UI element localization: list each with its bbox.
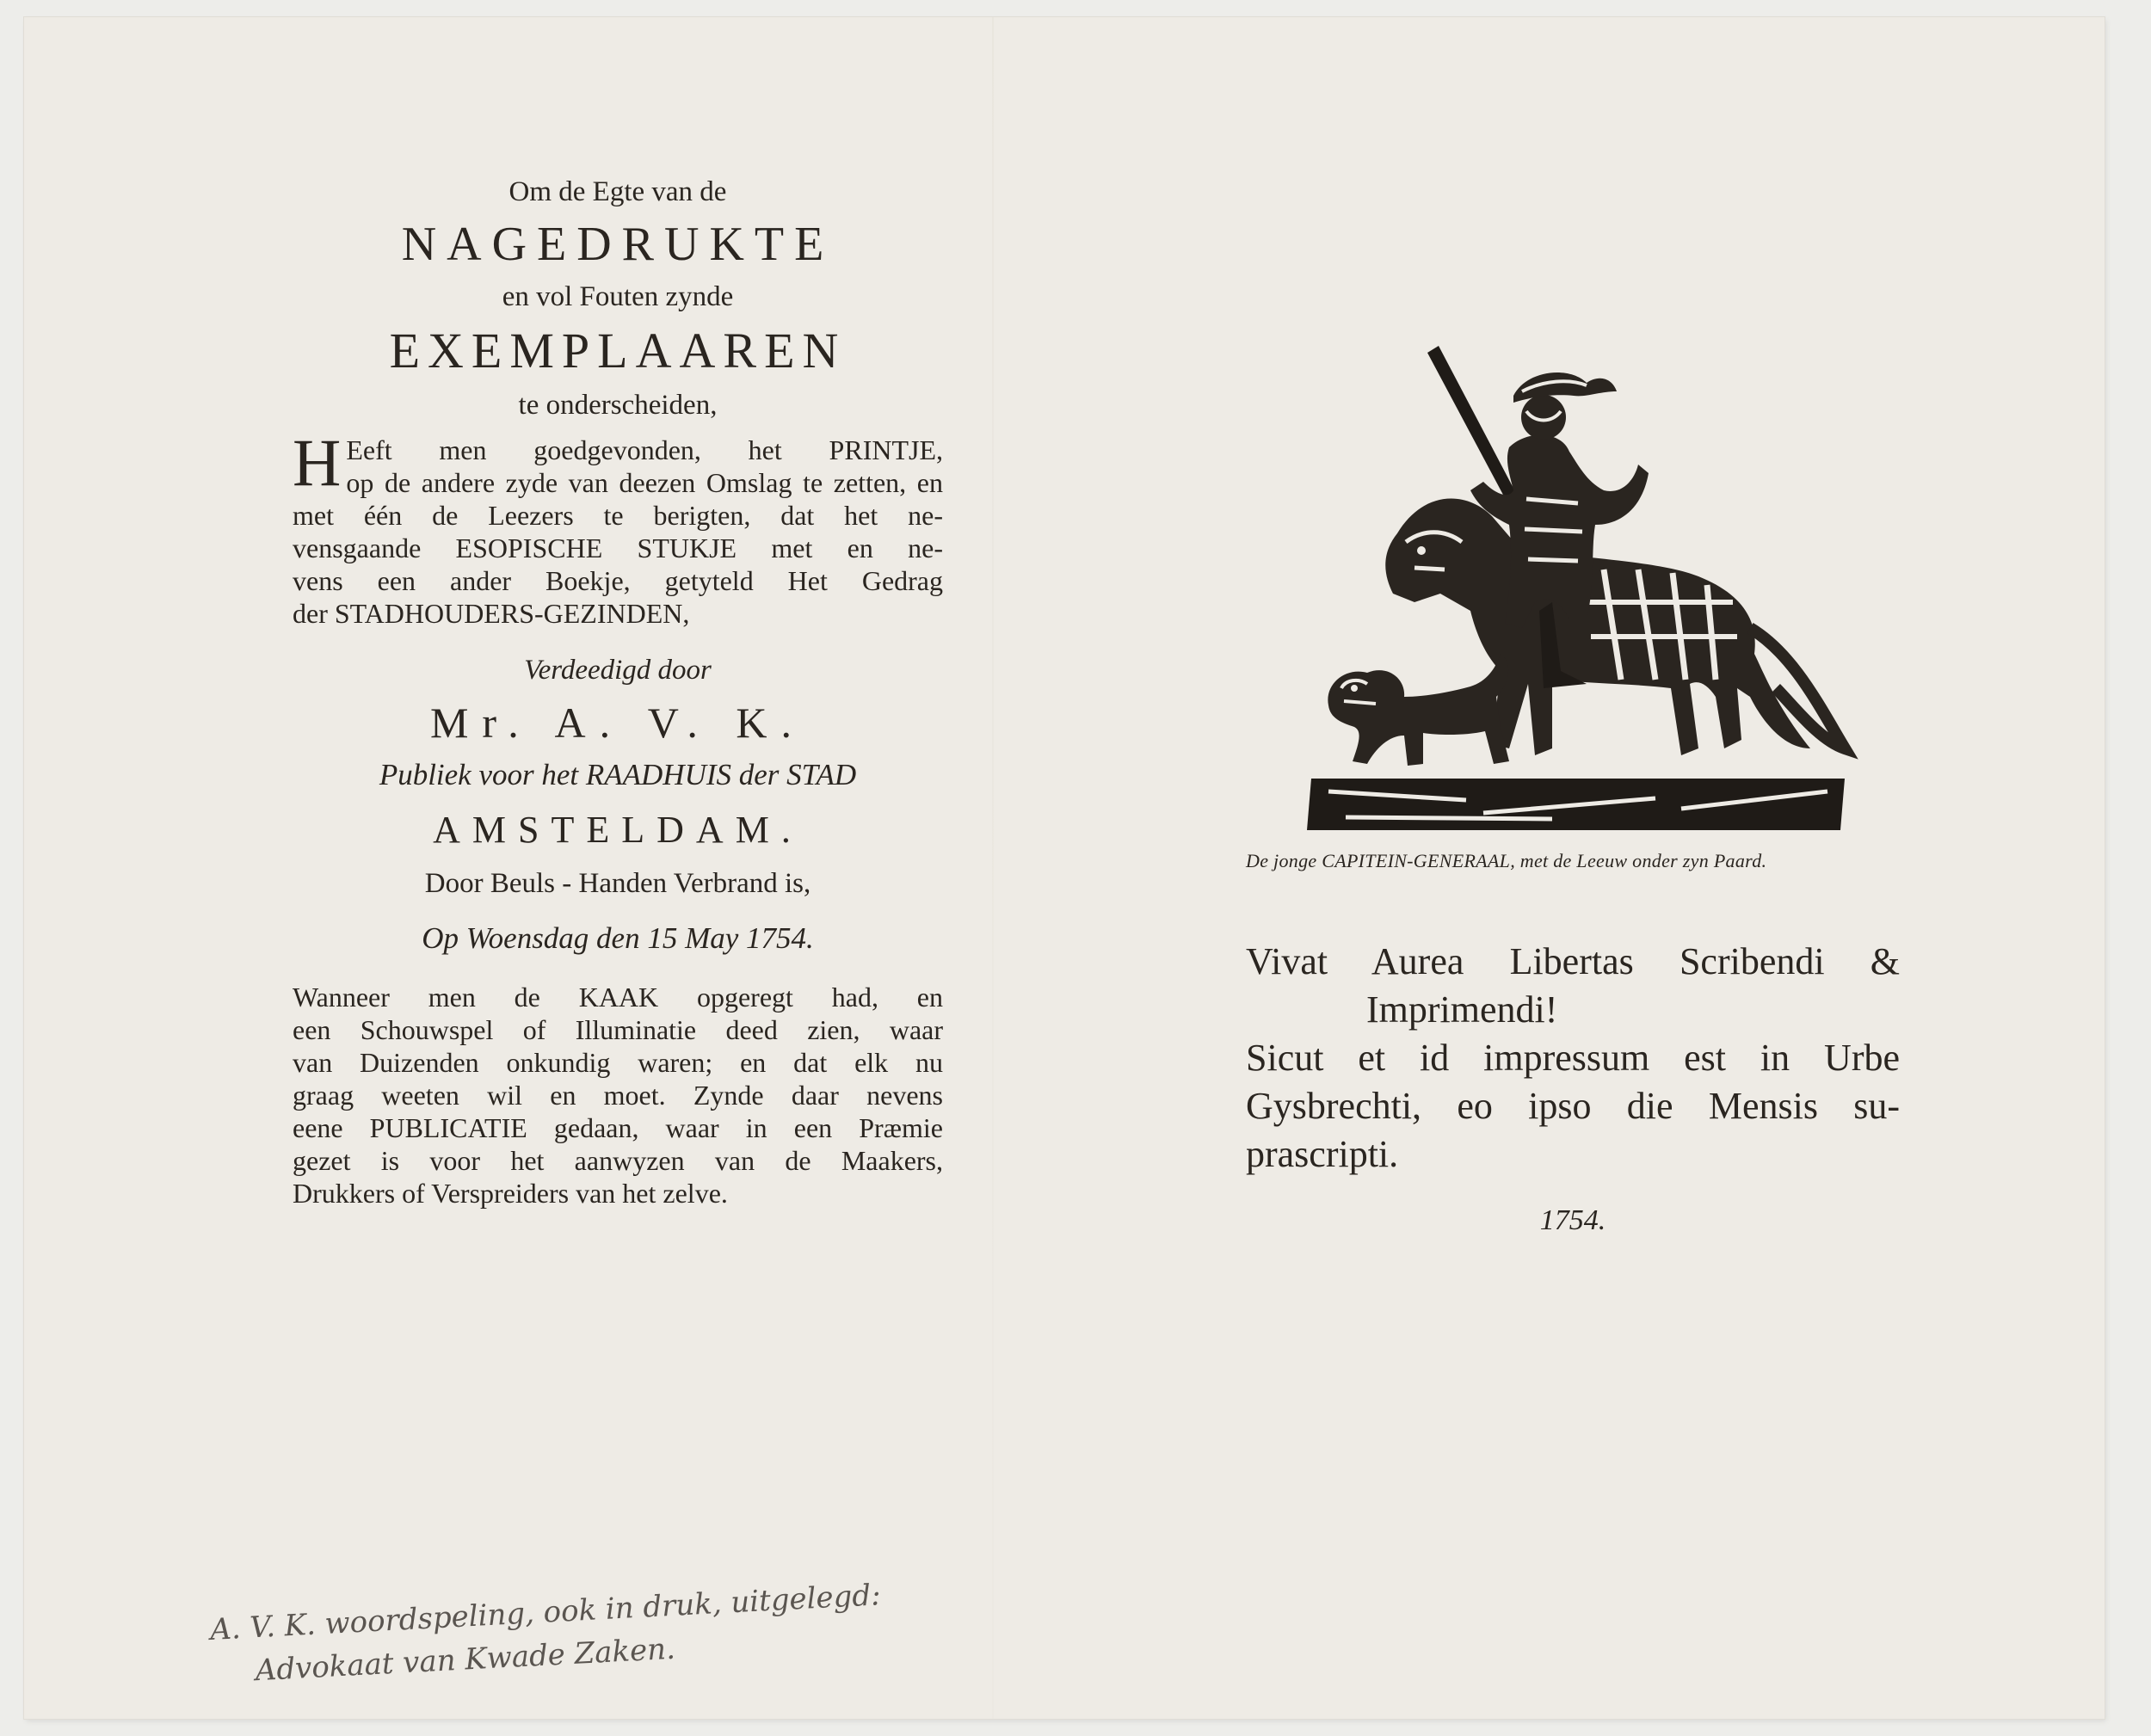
heading-nagedrukte: NAGEDRUKTE [401, 218, 835, 271]
closing-line: van Duizenden onkundig waren; en dat elk nu [293, 1047, 943, 1078]
heading-exemplaaren: EXEMPLAAREN [389, 323, 847, 379]
drop-cap: H [293, 425, 342, 500]
closing-line: eene PUBLICATIE gedaan, waar in een Præmie [293, 1112, 943, 1143]
heading-3: en vol Fouten zynde [502, 281, 734, 312]
handwritten-line-2: Advokaat van Kwade Zaken. [254, 1631, 676, 1689]
closing-line: gezet is voor het aanwyzen van de Maakers, [293, 1145, 943, 1176]
heading-5: te onderscheiden, [518, 390, 718, 421]
year-label: 1754. [1539, 1204, 1606, 1236]
date-line: Op Woensdag den 15 May 1754. [422, 921, 814, 955]
vivat-line: Gysbrechti, eo ipso die Mensis su- [1246, 1085, 1900, 1127]
public-line: Publiek voor het RAADHUIS der STAD [379, 758, 857, 791]
fold-line [992, 17, 994, 1719]
defended-by: Verdeedigd door [524, 655, 712, 686]
vivat-line: prascripti. [1246, 1133, 1399, 1175]
heading-1: Om de Egte van de [508, 176, 727, 207]
vivat-paragraph [1246, 938, 1900, 1179]
intro-paragraph [293, 425, 943, 630]
vivat-line: Vivat Aurea Libertas Scribendi & [1246, 940, 1900, 982]
author-initials: Mr. A. V. K. [429, 699, 806, 747]
intro-line: der STADHOUDERS-GEZINDEN, [293, 598, 690, 629]
intro-line: Eeft men goedgevonden, het PRINTJE, [346, 434, 943, 465]
closing-line: Wanneer men de KAAK opgeregt had, en [293, 982, 943, 1013]
horseman-with-lion-woodcut-icon [1294, 344, 1862, 834]
intro-line: op de andere zyde van deezen Omslag te zetten, en [346, 467, 943, 498]
burned-line: Door Beuls - Handen Verbrand is, [424, 868, 811, 899]
woodcut-caption: De jonge CAPITEIN-GENERAAL, met de Leeuw onder zyn Paard. [1246, 850, 1767, 871]
left-page [274, 172, 962, 1210]
handwritten-line-1: A. V. K. woordspeling, ook in druk, uitgelegd: [209, 1578, 882, 1647]
intro-line: met één de Leezers te berigten, dat het ne- [293, 500, 943, 531]
closing-line: Drukkers of Verspreiders van het zelve. [293, 1178, 728, 1209]
print-sheet [24, 17, 2105, 1719]
vivat-line: Imprimendi! [1366, 988, 1558, 1031]
intro-line: vens een ander Boekje, getyteld Het Gedrag [293, 565, 943, 596]
closing-line: een Schouwspel of Illuminatie deed zien, waar [293, 1014, 943, 1045]
city-name: AMSTELDAM. [433, 809, 803, 851]
closing-line: graag weeten wil en moet. Zynde daar nevens [293, 1080, 943, 1111]
handwritten-note [209, 1573, 884, 1695]
intro-line: vensgaande ESOPISCHE STUKJE met en ne- [293, 532, 943, 563]
closing-paragraph [293, 981, 943, 1210]
vivat-line: Sicut et id impressum est in Urbe [1246, 1037, 1900, 1079]
